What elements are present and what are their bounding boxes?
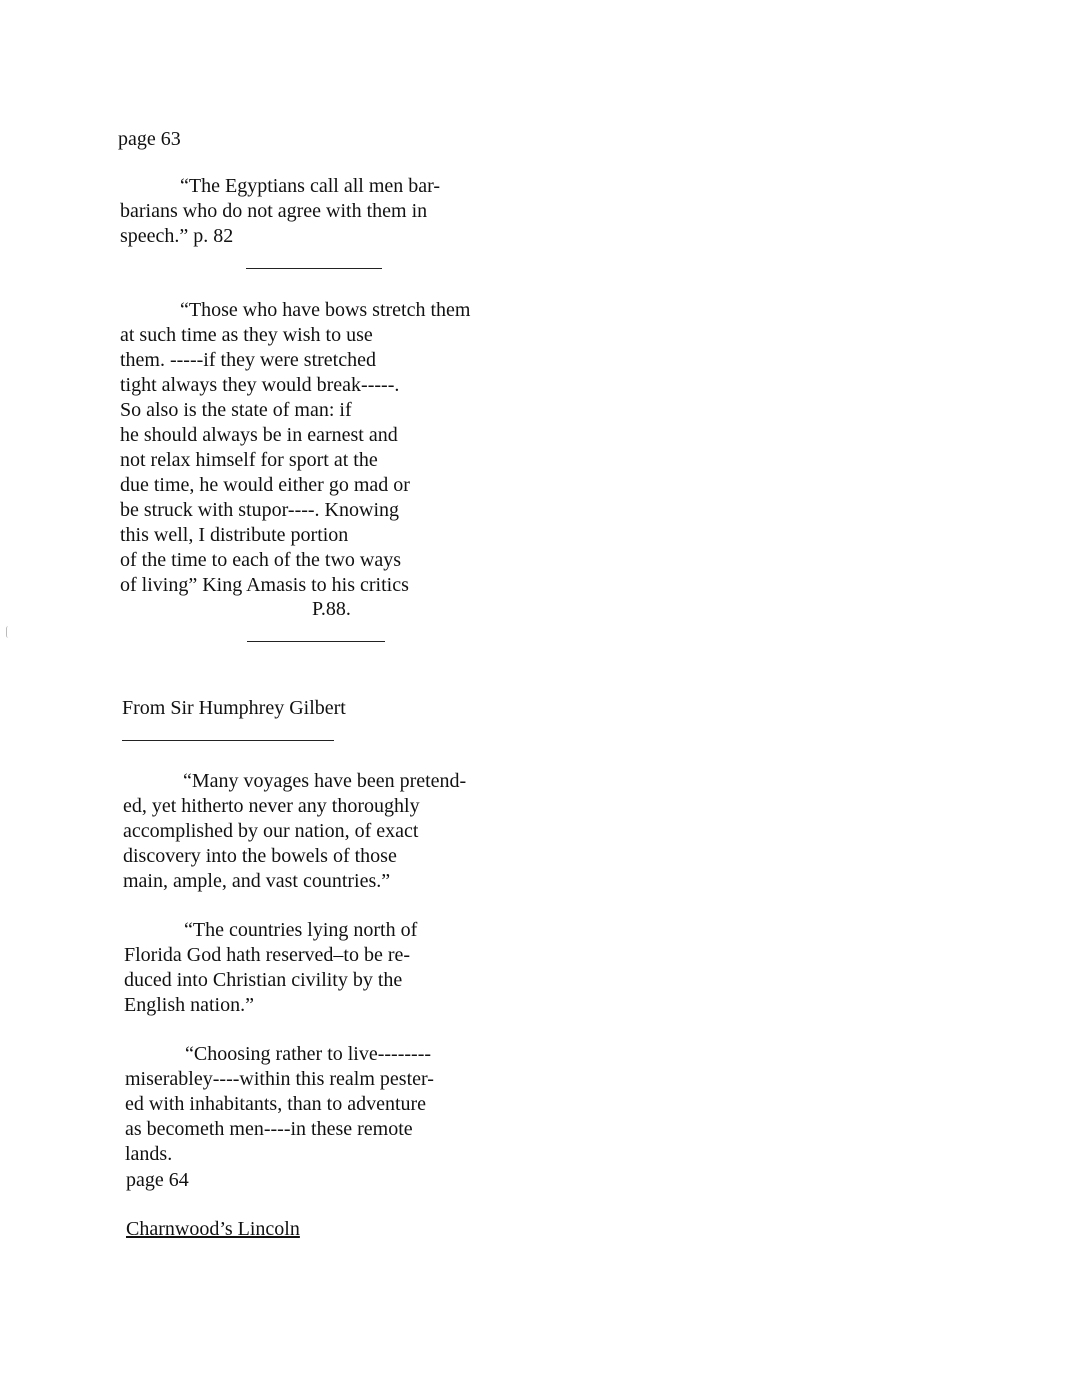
quote-line: ed, yet hitherto never any thoroughly [123, 795, 420, 817]
quote-line: them. -----if they were stretched [120, 349, 376, 371]
quote-line: “Many voyages have been pretend- [183, 770, 467, 792]
quote-line: this well, I distribute portion [120, 524, 349, 546]
divider [122, 740, 334, 741]
quote-line: be struck with stupor----. Knowing [120, 499, 399, 521]
page-reference: P.88. [312, 598, 351, 620]
quote-florida [124, 918, 417, 1018]
section-heading: From Sir Humphrey Gilbert [122, 697, 346, 719]
quote-line: miserabley----within this realm pester- [125, 1068, 434, 1090]
quote-line: accomplished by our nation, of exact [123, 820, 419, 842]
quote-line: of the time to each of the two ways [120, 549, 402, 571]
quote-line: he should always be in earnest and [120, 424, 398, 446]
quote-line: of living” King Amasis to his critics [120, 574, 409, 596]
quote-line: not relax himself for sport at the [120, 449, 378, 471]
quote-line: lands. [125, 1143, 173, 1165]
quote-line: main, ample, and vast countries.” [123, 870, 391, 892]
divider [246, 268, 382, 269]
quote-line: due time, he would either go mad or [120, 474, 410, 496]
quote-line: discovery into the bowels of those [123, 845, 397, 867]
book-title: Charnwood’s Lincoln [126, 1218, 300, 1240]
quote-line: tight always they would break-----. [120, 374, 400, 396]
quote-voyages [123, 769, 466, 894]
quote-line: English nation.” [124, 994, 254, 1016]
quote-line: at such time as they wish to use [120, 324, 373, 346]
quote-line: “The Egyptians call all men bar- [180, 175, 441, 197]
quote-line: speech.” p. 82 [120, 225, 234, 247]
quote-line: “Choosing rather to live-------- [185, 1043, 432, 1065]
quote-line: barians who do not agree with them in [120, 200, 428, 222]
quote-line: So also is the state of man: if [120, 399, 352, 421]
quote-choosing [125, 1042, 434, 1167]
page-number-63: page 63 [118, 128, 181, 150]
quote-line: “Those who have bows stretch them [180, 299, 471, 321]
quote-line: Florida God hath reserved–to be re- [124, 944, 411, 966]
quote-line: duced into Christian civility by the [124, 969, 403, 991]
quote-line: “The countries lying north of [184, 919, 418, 941]
page-number-64: page 64 [126, 1169, 189, 1191]
quote-line: ed with inhabitants, than to adventure [125, 1093, 427, 1115]
quote-bows [120, 298, 470, 598]
scan-mark [6, 626, 11, 638]
quote-line: as becometh men----in these remote [125, 1118, 413, 1140]
divider [247, 641, 385, 642]
quote-egyptians [120, 174, 440, 249]
